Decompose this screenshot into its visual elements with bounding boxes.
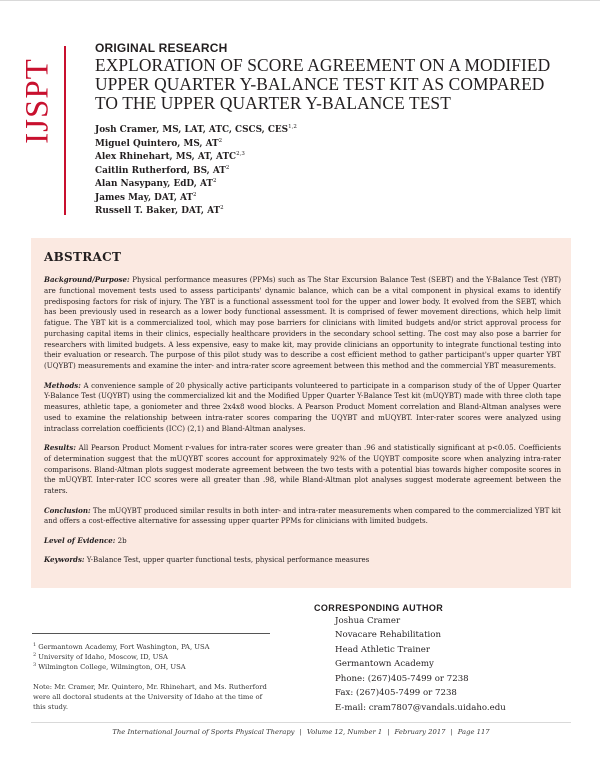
author: Josh Cramer, MS, LAT, ATC, CSCS, CES$^{1,2}$	[95, 124, 297, 135]
journal-logo: IJSPT	[19, 58, 56, 144]
affiliation: $^1$ Germantown Academy, Fort Washington, PA, USA	[33, 642, 210, 651]
corresponding-line: Germantown Academy	[335, 659, 434, 670]
title-line: TO THE UPPER QUARTER Y-BALANCE TEST	[95, 93, 451, 113]
title-line: UPPER QUARTER Y-BALANCE TEST KIT AS COMPARED	[95, 74, 545, 94]
corresponding-line: Fax: (267)405-7499 or 7238	[335, 688, 457, 699]
abstract-background: Background/Purpose: Physical performance measures (PPMs) such as The Star Excursion Balance Test (SEBT) and the Y-Balance Test (YBT) are functional movement tests used to assess participants' dynamic balance, which can be a vital component in physical exams to identify predisposing factors for risk of injury. The YBT is a functional assessment tool for the upper and lower body. It evolved from the SEBT, which has been previously used in research as a lower body functional assessment. It is comprised of fewer movement directions, which help limit fatigue. The YBT kit is a commercialized tool, which may pose barriers for clinicians with limited budgets and/or strict approval process for purchasing capital items in their clinics, especially healthcare providers in the secondary school setting. The cost may also pose a barrier for researchers with limited budgets. A less expensive, easy to make kit, may provide clinicians an opportunity to integrate functional testing into their evaluation or research. The purpose of this pilot study was to describe a cost efficient method to gather participant's upper quarter YBT (UQYBT) measurements and examine the inter- and intra-rater score agreement between this method and the commercial YBT measurements.	[44, 275, 561, 370]
logo-divider	[64, 46, 66, 215]
abstract-body	[44, 275, 561, 566]
footer-volume: Volume 12, Number 1	[306, 728, 383, 736]
author: Alan Nasypany, EdD, $AT^2$	[95, 178, 217, 189]
corresponding-line: Phone: (267)405-7499 or 7238	[335, 673, 469, 684]
author-note: Note: Mr. Cramer, Mr. Quintero, Mr. Rhinehart, and Ms. Rutherford were all doctoral students at the University of Idaho at the time of this study.	[33, 683, 267, 711]
article-title	[95, 56, 575, 113]
footer-page: Page 117	[457, 728, 490, 736]
footer-divider	[31, 722, 571, 723]
top-border	[0, 0, 600, 1]
title-line: EXPLORATION OF SCORE AGREEMENT ON A MODIFIED	[95, 55, 551, 75]
abstract-conclusion: Conclusion: The mUQYBT produced similar results in both inter- and intra-rater measurements when compared to the commercialized YBT kit and offers a cost-effective alternative for assessing upper quarter PPMs for clinicians with limited budgets.	[44, 505, 561, 526]
abstract-heading: ABSTRACT	[44, 250, 122, 264]
corresponding-email[interactable]: E-mail: cram7807@vandals.uidaho.edu	[335, 702, 506, 713]
author: James May, DAT, $AT^2$	[95, 191, 197, 203]
abstract-results: Results: All Pearson Product Moment r-values for intra-rater scores were greater than .96 and statistically significant at p<0.05. Coefficients of determination suggest that the mUQYBT scores account for approximately 92% of the UQYBT composite score when analyzing intra-rater comparisons. Bland-Altman plots suggest moderate agreement between the two tests with a potential bias towards higher composite scores in the mUQYBT. Inter-rater ICC scores were all greater than .98, while Bland-Altman plot analyses suggest moderate agreement between the raters.	[44, 443, 561, 496]
affiliation: $^3$ Wilmington College, Wilmington, OH, USA	[33, 662, 186, 672]
affiliation: $^2$ University of Idaho, Moscow, ID, USA	[33, 652, 168, 662]
footer-journal: The International Journal of Sports Physical Therapy	[112, 728, 295, 736]
author-list	[95, 124, 297, 219]
affiliation-divider	[32, 633, 270, 634]
footer-date: February 2017	[394, 728, 446, 736]
abstract-level: Level of Evidence: 2b	[44, 535, 127, 545]
corresponding-heading: CORRESPONDING AUTHOR	[314, 603, 444, 613]
author: Miguel Quintero, MS, $AT^2$	[95, 137, 223, 149]
author: Russell T. Baker, DAT, $AT^2$	[95, 205, 224, 216]
page-footer: The International Journal of Sports Physical Therapy | Volume 12, Number 1 | February 2017 | Page 117	[112, 728, 490, 736]
section-label: ORIGINAL RESEARCH	[95, 41, 228, 55]
corresponding-line: Novacare Rehabilitation	[335, 630, 441, 641]
affiliations	[33, 642, 210, 673]
abstract-methods: Methods: A convenience sample of 20 physically active participants volunteered to participate in a comparison study of the of Upper Quarter Y-Balance Test (UQYBT) using the commercialized kit and the Modified Upper Quarter Y-Balance Test kit (mUQYBT) made with three cloth tape measures, athletic tape, a goniometer and three 2x4x8 wood blocks. A Pearson Product Moment correlation and Bland-Altman analyses were used to examine the relationship between intra-rater scores comparing the UQYBT and mUQYBT. Inter-rater scores were analyzed using intraclass correlation coefficients (ICC) (2,1) and Bland-Altman analyses.	[44, 380, 561, 433]
abstract-keywords: Keywords: Y-Balance Test, upper quarter functional tests, physical performance measures	[44, 555, 370, 565]
author: Alex Rhinehart, MS, AT, ATC$^{2,3}$	[95, 151, 245, 162]
corresponding-details	[335, 614, 506, 715]
author: Caitlin Rutherford, BS, $AT^2$	[95, 164, 230, 176]
corresponding-line: Head Athletic Trainer	[335, 644, 431, 655]
corresponding-line: Joshua Cramer	[335, 616, 401, 626]
